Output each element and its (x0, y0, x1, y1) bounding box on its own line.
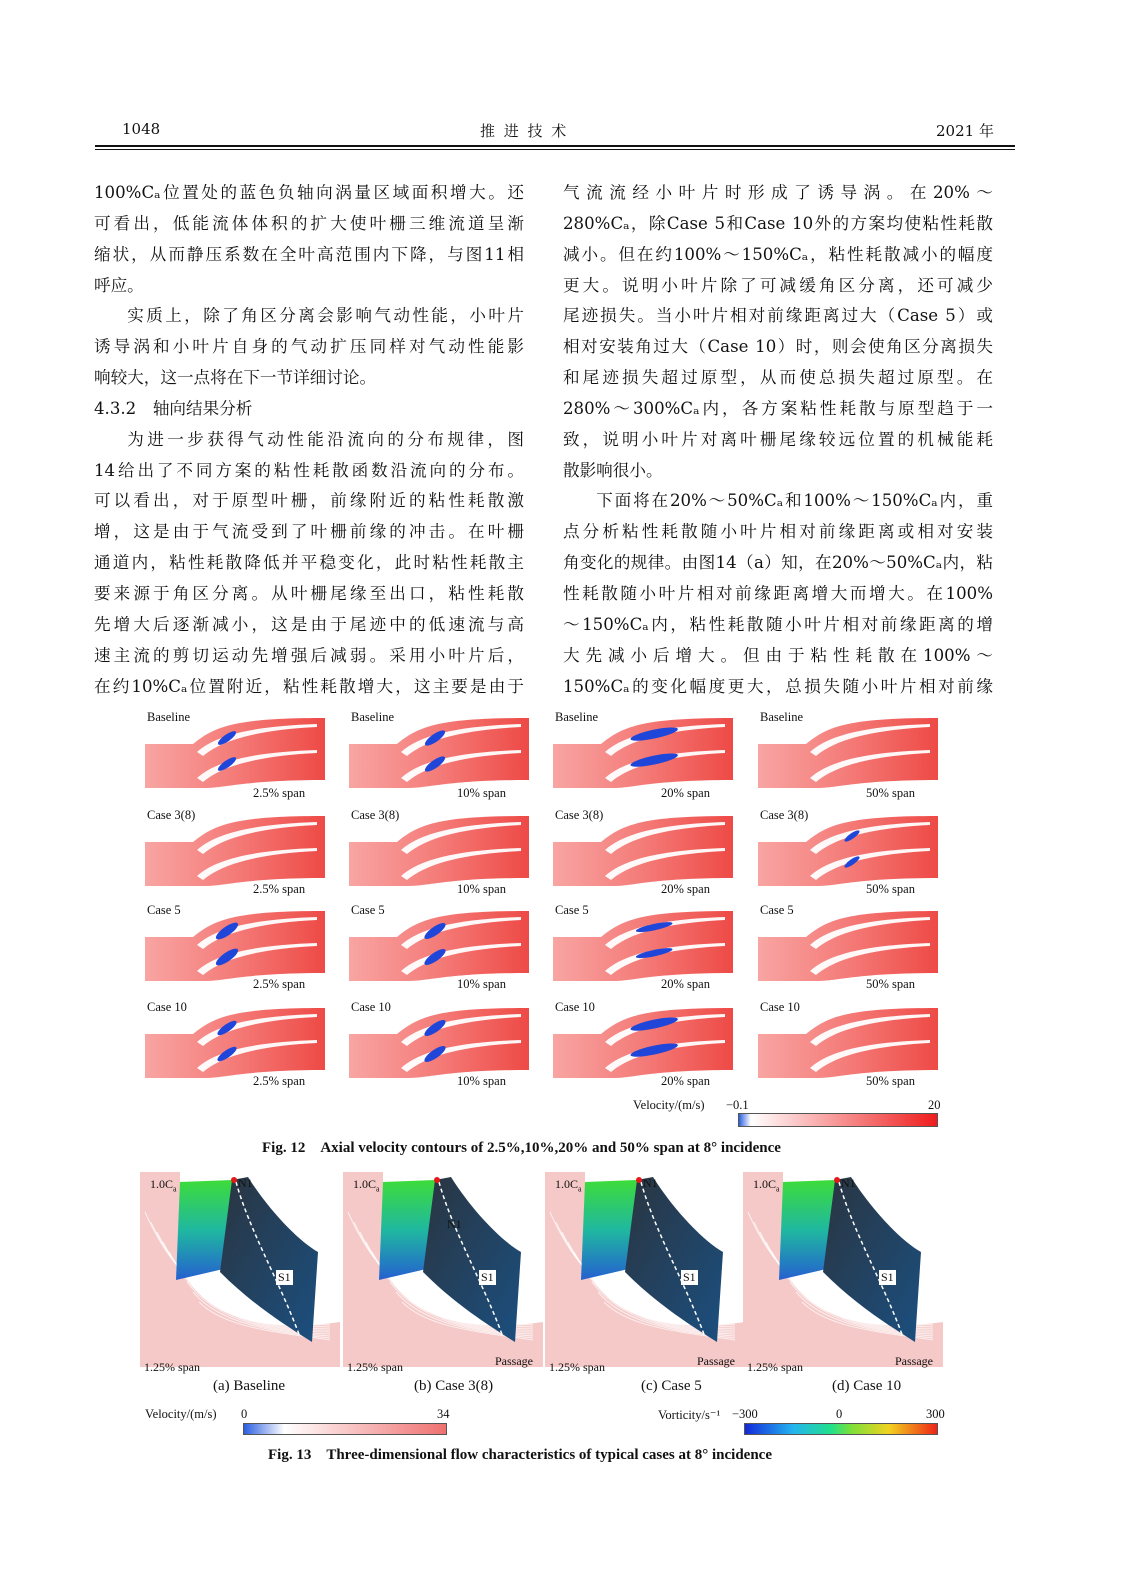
fig12-span-label: 10% span (457, 1074, 506, 1088)
ca-label-main: 1.0C (353, 1177, 377, 1191)
fig12-contour-panel (758, 814, 938, 886)
fig12-colorbar-label: Velocity/(m/s) (633, 1098, 705, 1112)
fig12-span-label: 2.5% span (253, 882, 306, 896)
fig12-span-label: 50% span (866, 786, 915, 800)
journal-name: 推 进 技 术 (480, 122, 569, 140)
fig13-subcaption: (d) Case 10 (832, 1378, 902, 1394)
fig13-n1-label: N1 (643, 1176, 658, 1190)
fig13-ca-label (753, 1177, 780, 1193)
fig13-vorticity-max: 300 (926, 1407, 945, 1421)
fig12-span-label: 50% span (866, 977, 915, 991)
text-line: 280%Cₐ，除Case 5和Case 10外的方案均使粘性耗散 (563, 213, 993, 233)
text-line: 先增大后逐渐减小，这是由于尾迹中的低速流与高 (94, 614, 524, 634)
fig13-ca-label (555, 1177, 582, 1193)
text-line: 在约10%Cₐ位置附近，粘性耗散增大，这主要是由于 (94, 676, 524, 696)
fig13-passage-label: Passage (697, 1354, 735, 1368)
text-line: 150%Cₐ的变化幅度更大，总损失随小叶片相对前缘 (563, 676, 993, 696)
fig13-s1-label: S1 (881, 1270, 894, 1284)
text-line: 诱导涡和小叶片自身的气动扩压同样对气动性能影 (94, 337, 524, 357)
fig12-case-label: Baseline (351, 710, 395, 724)
fig12-span-label: 2.5% span (253, 1074, 306, 1088)
fig12-case-label: Baseline (760, 710, 804, 724)
fig12-contour-panel (758, 716, 938, 788)
fig13-vorticity-min: −300 (732, 1407, 758, 1421)
fig12-contour-panel (553, 716, 733, 788)
fig13-span-label: 1.25% span (549, 1360, 605, 1374)
fig12-case-label: Case 3(8) (555, 808, 604, 822)
fig12-span-label: 10% span (457, 977, 506, 991)
text-line: 致，说明小叶片对离叶栅尾缘较远位置的机械能耗 (563, 429, 993, 449)
fig13-n1-label: N1 (447, 1217, 462, 1231)
fig12-case-label: Case 5 (147, 903, 181, 917)
text-line: 可以看出，对于原型叶栅，前缘附近的粘性耗散激 (94, 491, 524, 511)
text-line: 100%Cₐ位置处的蓝色负轴向涡量区域面积增大。还 (94, 183, 524, 202)
fig13-passage-label: Passage (895, 1354, 933, 1368)
fig13-vorticity-mid: 0 (836, 1407, 843, 1421)
fig13-ca-label (150, 1177, 177, 1193)
text-line: 呼应。 (94, 275, 144, 295)
fig12-case-label: Baseline (555, 710, 599, 724)
fig12-colorbar (738, 1113, 938, 1127)
text-line: 缩状，从而静压系数在全叶高范围内下降，与图11相 (94, 244, 524, 264)
right-text-column (563, 178, 993, 702)
text-line: 气流流经小叶片时形成了诱导涡。在20%～ (563, 183, 993, 202)
fig12-case-label: Baseline (147, 710, 191, 724)
text-line: 减小。但在约100%～150%Cₐ，粘性耗散减小的幅度 (563, 244, 993, 264)
text-line: 散影响很小。 (563, 460, 663, 480)
fig13-velocity-label: Velocity/(m/s) (145, 1407, 217, 1421)
fig12-contour-panel (145, 814, 325, 886)
fig13-subcaption: (b) Case 3(8) (414, 1378, 494, 1394)
text-line: 通道内，粘性耗散降低并平稳变化，此时粘性耗散主 (94, 553, 524, 573)
fig12-case-label: Case 5 (555, 903, 589, 917)
fig12-contour-panel (553, 909, 733, 981)
fig12-case-label: Case 3(8) (147, 808, 196, 822)
text-line: 14给出了不同方案的粘性耗散函数沿流向的分布。 (94, 460, 524, 480)
fig12-span-label: 10% span (457, 882, 506, 896)
fig12-contour-panel (349, 716, 529, 788)
fig13-subcaption: (c) Case 5 (641, 1378, 702, 1394)
fig12-span-label: 20% span (661, 882, 710, 896)
fig13-n1-label: N1 (841, 1176, 856, 1190)
text-line: 为进一步获得气动性能沿流向的分布规律，图 (127, 429, 524, 449)
text-line: ～150%Cₐ内，粘性耗散随小叶片相对前缘距离的增 (563, 614, 993, 634)
fig13-flow-panel (140, 1172, 340, 1372)
fig12-case-label: Case 10 (760, 1000, 800, 1014)
text-line: 响较大，这一点将在下一节详细讨论。 (94, 368, 377, 388)
fig12-span-label: 20% span (661, 1074, 710, 1088)
ca-label-main: 1.0C (753, 1177, 777, 1191)
fig12-span-label: 50% span (866, 1074, 915, 1088)
fig12-colorbar-max: 20 (928, 1098, 941, 1112)
fig12-contour-panel (145, 909, 325, 981)
fig13-span-label: 1.25% span (347, 1360, 403, 1374)
fig12-contour-panel (553, 1006, 733, 1078)
page-number: 1048 (122, 120, 161, 138)
fig12-case-label: Case 10 (555, 1000, 595, 1014)
text-line: 相对安装角过大（Case 10）时，则会使角区分离损失 (563, 337, 993, 357)
text-line: 角变化的规律。由图14（a）知，在20%～50%Cₐ内，粘 (563, 553, 993, 573)
text-line: 增，这是由于气流受到了叶栅前缘的冲击。在叶栅 (94, 522, 524, 542)
fig12-colorbar-min: −0.1 (726, 1098, 749, 1112)
text-line: 更大。说明小叶片除了可减缓角区分离，还可减少 (563, 275, 993, 295)
fig13-n1-label: N1 (238, 1176, 253, 1190)
fig12-case-label: Case 3(8) (760, 808, 809, 822)
text-line: 要来源于角区分离。从叶栅尾缘至出口，粘性耗散 (94, 583, 524, 603)
fig12-contour-panel (553, 814, 733, 886)
ca-label-sub: a (173, 1184, 177, 1194)
text-line: 速主流的剪切运动先增强后减弱。采用小叶片后， (94, 645, 524, 665)
fig12-case-label: Case 3(8) (351, 808, 400, 822)
ca-label-sub: a (376, 1184, 380, 1194)
fig13-s1-label: S1 (278, 1270, 291, 1284)
text-line: 和尾迹损失超过原型，从而使总损失超过原型。在 (563, 368, 993, 388)
fig12-case-label: Case 10 (351, 1000, 391, 1014)
fig13-span-label: 1.25% span (144, 1360, 200, 1374)
text-line: 性耗散随小叶片相对前缘距离增大而增大。在100% (563, 583, 993, 603)
fig12-span-label: 2.5% span (253, 786, 306, 800)
fig13-vorticity-label: Vorticity/s⁻¹ (658, 1408, 721, 1422)
left-text-column (94, 178, 524, 702)
fig12-span-label: 50% span (866, 882, 915, 896)
fig13-s1-label: S1 (683, 1270, 696, 1284)
fig13-subcaption: (a) Baseline (213, 1378, 286, 1394)
text-line: 尾迹损失。当小叶片相对前缘距离过大（Case 5）或 (563, 306, 993, 326)
fig12-span-label: 20% span (661, 977, 710, 991)
fig12-span-label: 20% span (661, 786, 710, 800)
fig12-case-label: Case 5 (351, 903, 385, 917)
fig12-case-label: Case 5 (760, 903, 794, 917)
fig13-passage-label: Passage (495, 1354, 533, 1368)
fig13-s1-label: S1 (481, 1270, 494, 1284)
fig12-caption: Fig. 12 Axial velocity contours of 2.5%,10%,20% and 50% span at 8° incidence (262, 1140, 781, 1156)
fig12-span-label: 2.5% span (253, 977, 306, 991)
fig13-velocity-min: 0 (241, 1407, 248, 1421)
fig12-case-label: Case 10 (147, 1000, 187, 1014)
fig13-flow-panel (743, 1172, 943, 1372)
text-line: 可看出，低能流体体积的扩大使叶栅三维流道呈渐 (94, 213, 524, 233)
fig13-span-label: 1.25% span (747, 1360, 803, 1374)
fig13-flow-panel (545, 1172, 745, 1372)
fig12-contour-panel (758, 909, 938, 981)
fig12-contour-panel (349, 814, 529, 886)
year: 2021 年 (936, 122, 994, 140)
fig13-caption: Fig. 13 Three-dimensional flow characteristics of typical cases at 8° incidence (268, 1447, 772, 1463)
text-line: 4.3.2 轴向结果分析 (94, 398, 253, 418)
ca-label-sub: a (776, 1184, 780, 1194)
fig13-vorticity-colorbar (744, 1423, 938, 1435)
ca-label-sub: a (578, 1184, 582, 1194)
fig12-contour-panel (349, 909, 529, 981)
text-line: 大先减小后增大。但由于粘性耗散在100%～ (563, 645, 993, 665)
fig13-ca-label (353, 1177, 380, 1193)
text-line: 实质上，除了角区分离会影响气动性能，小叶片 (127, 306, 524, 326)
text-line: 280%～300%Cₐ内，各方案粘性耗散与原型趋于一 (563, 398, 993, 418)
ca-label-main: 1.0C (150, 1177, 174, 1191)
ca-label-main: 1.0C (555, 1177, 579, 1191)
fig12-contour-panel (145, 1006, 325, 1078)
text-line: 下面将在20%～50%Cₐ和100%～150%Cₐ内，重 (596, 491, 993, 511)
text-line: 点分析粘性耗散随小叶片相对前缘距离或相对安装 (563, 522, 993, 542)
fig12-contour-panel (145, 716, 325, 788)
header-rule (95, 145, 1015, 147)
fig13-flow-panel (343, 1172, 543, 1372)
fig13-velocity-max: 34 (437, 1407, 450, 1421)
fig12-contour-panel (349, 1006, 529, 1078)
fig13-velocity-colorbar (243, 1423, 447, 1435)
fig12-contour-panel (758, 1006, 938, 1078)
fig12-span-label: 10% span (457, 786, 506, 800)
header-rule-thin (95, 149, 1015, 150)
